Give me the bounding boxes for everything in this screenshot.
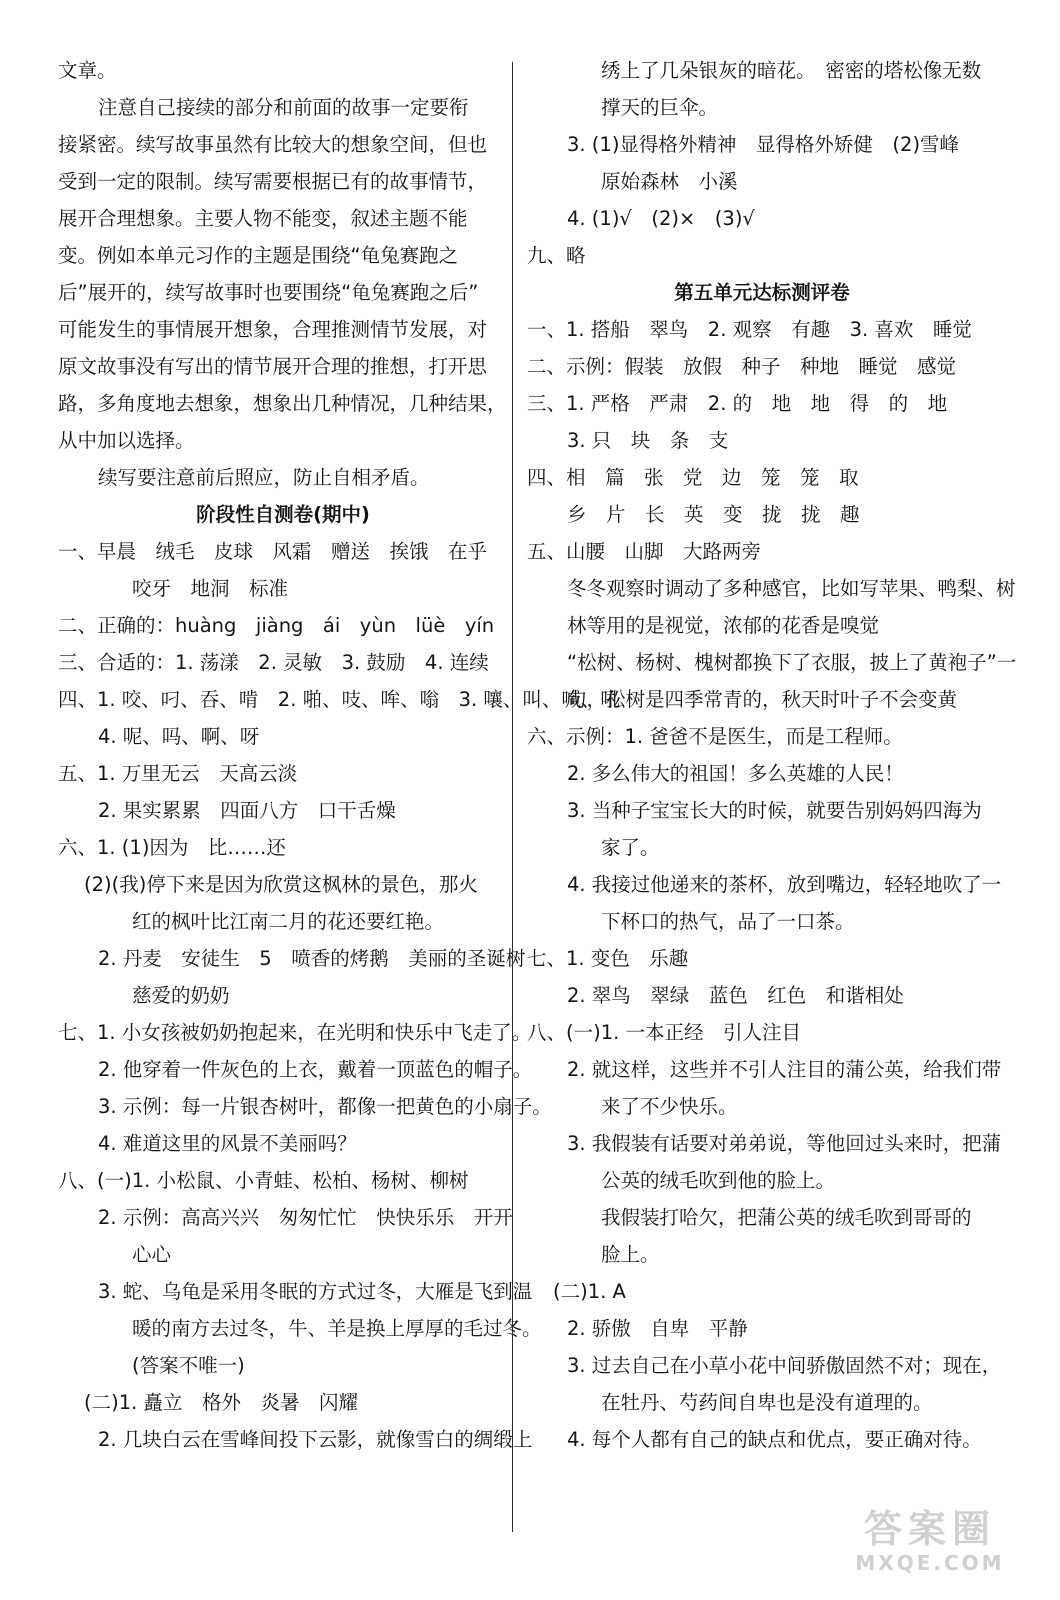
text-line: 三、1. 严格 严肃 2. 的 地 地 得 的 地: [527, 392, 948, 415]
text-line: 公英的绒毛吹到他的脸上。: [601, 1169, 836, 1192]
text-line: 4. 每个人都有自己的缺点和优点，要正确对待。: [567, 1428, 982, 1451]
text-line: 七、1. 变色 乐趣: [527, 947, 689, 970]
text-line: 四、1. 咬、叼、吞、啃 2. 啪、吱、哞、嗡 3. 嚷、叫、喊、吼: [58, 688, 620, 711]
text-line: 原始森林 小溪: [601, 170, 738, 193]
text-line: 2. 他穿着一件灰色的上衣，戴着一顶蓝色的帽子。: [98, 1058, 533, 1081]
text-line: 我假装打哈欠，把蒲公英的绒毛吹到哥哥的: [601, 1206, 972, 1229]
text-line: 文章。: [58, 59, 117, 82]
text-line: 续写要注意前后照应，防止自相矛盾。: [98, 466, 430, 489]
text-line: 4. 呢、吗、啊、呀: [98, 725, 260, 748]
text-line: 3. (1)显得格外精神 显得格外矫健 (2)雪峰: [567, 133, 960, 156]
text-line: 2. 骄傲 自卑 平静: [567, 1317, 748, 1340]
text-line: 句，松树是四季常青的，秋天时叶子不会变黄: [567, 688, 958, 711]
text-line: 乡 片 长 英 变 拢 拢 趣: [567, 503, 860, 526]
text-line: 红的枫叶比江南二月的花还要红艳。: [132, 910, 445, 933]
text-line: 4. (1)√ (2)× (3)√: [567, 207, 755, 230]
text-line: 后”展开的，续写故事时也要围绕“龟兔赛跑之后”: [58, 281, 479, 304]
section-title: 阶段性自测卷(期中): [196, 503, 370, 526]
site-watermark: [840, 1507, 1020, 1582]
column-divider: [512, 62, 513, 1532]
text-line: 七、1. 小女孩被奶奶抱起来，在光明和快乐中飞走了。: [58, 1021, 532, 1044]
text-line: “松树、杨树、槐树都换下了衣服，披上了黄袍子”一: [567, 651, 1017, 674]
text-line: 可能发生的事情展开想象，合理推测情节发展，对: [58, 318, 488, 341]
text-line: (二)1. 矗立 格外 炎暑 闪耀: [84, 1391, 359, 1414]
text-line: 3. 示例：每一片银杏树叶，都像一把黄色的小扇子。: [98, 1095, 552, 1118]
text-line: (2)(我)停下来是因为欣赏这枫林的景色，那火: [84, 873, 478, 896]
text-line: 三、合适的：1. 荡漾 2. 灵敏 3. 鼓励 4. 连续: [58, 651, 489, 674]
text-line: 来了不少快乐。: [601, 1095, 738, 1118]
text-line: 撑天的巨伞。: [601, 96, 719, 119]
text-line: 暖的南方去过冬，牛、羊是换上厚厚的毛过冬。: [132, 1317, 542, 1340]
text-line: 二、正确的：huàng jiàng ái yùn lüè yín: [58, 614, 495, 637]
text-line: 一、1. 搭船 翠鸟 2. 观察 有趣 3. 喜欢 睡觉: [527, 318, 972, 341]
text-line: 家了。: [601, 836, 660, 859]
text-line: 4. 难道这里的风景不美丽吗？: [98, 1132, 357, 1155]
text-line: 3. 当种子宝宝长大的时候，就要告别妈妈四海为: [567, 799, 982, 822]
section-title: 第五单元达标测评卷: [674, 281, 850, 304]
text-line: (答案不唯一): [132, 1354, 245, 1377]
text-line: 3. 过去自己在小草小花中间骄傲固然不对；现在，: [567, 1354, 1002, 1377]
text-line: 一、早晨 绒毛 皮球 风霜 赠送 挨饿 在乎: [58, 540, 488, 563]
text-line: (二)1. A: [553, 1280, 626, 1303]
text-line: 变。例如本单元习作的主题是围绕“龟兔赛跑之: [58, 244, 459, 267]
text-line: 五、1. 万里无云 天高云淡: [58, 762, 298, 785]
text-line: 2. 丹麦 安徒生 5 喷香的烤鹅 美丽的圣诞树: [98, 947, 526, 970]
text-line: 3. 蛇、乌龟是采用冬眠的方式过冬，大雁是飞到温: [98, 1280, 533, 1303]
text-line: 4. 我接过他递来的茶杯，放到嘴边，轻轻地吹了一: [567, 873, 1002, 896]
right-column: [527, 52, 1017, 1458]
text-line: 九、略: [527, 244, 586, 267]
text-line: 2. 翠鸟 翠绿 蓝色 红色 和谐相处: [567, 984, 904, 1007]
text-line: 在牡丹、芍药间自卑也是没有道理的。: [601, 1391, 933, 1414]
text-line: 从中加以选择。: [58, 429, 195, 452]
text-line: 冬冬观察时调动了多种感官，比如写苹果、鸭梨、树: [567, 577, 1016, 600]
text-line: 林等用的是视觉，浓郁的花香是嗅觉: [567, 614, 880, 637]
text-line: 四、相 篇 张 党 边 笼 笼 取: [527, 466, 859, 489]
text-line: 绣上了几朵银灰的暗花。 密密的塔松像无数: [601, 59, 982, 82]
text-line: 下杯口的热气，品了一口茶。: [601, 910, 855, 933]
text-line: 2. 就这样，这些并不引人注目的蒲公英，给我们带: [567, 1058, 1002, 1081]
text-line: 心心: [132, 1243, 172, 1266]
text-line: 原文故事没有写出的情节展开合理的推想，打开思: [58, 355, 488, 378]
text-line: 慈爱的奶奶: [132, 984, 230, 1007]
text-line: 五、山腰 山脚 大路两旁: [527, 540, 762, 563]
text-line: 脸上。: [601, 1243, 660, 1266]
text-line: 八、(一)1. 小松鼠、小青蛙、松柏、杨树、柳树: [58, 1169, 469, 1192]
watermark-domain: MXQE.COM: [855, 1551, 1005, 1575]
text-line: 2. 果实累累 四面八方 口干舌燥: [98, 799, 396, 822]
text-line: 二、示例：假装 放假 种子 种地 睡觉 感觉: [527, 355, 957, 378]
text-line: 受到一定的限制。续写需要根据已有的故事情节，: [58, 170, 488, 193]
text-line: 六、1. (1)因为 比……还: [58, 836, 286, 859]
text-line: 路，多角度地去想象，想象出几种情况，几种结果，: [58, 392, 507, 415]
watermark-logo-text: 答案圈: [863, 1507, 996, 1551]
text-line: 八、(一)1. 一本正经 引人注目: [527, 1021, 802, 1044]
text-line: 接紧密。续写故事虽然有比较大的想象空间，但也: [58, 133, 488, 156]
text-line: 3. 只 块 条 支: [567, 429, 729, 452]
text-line: 2. 几块白云在雪峰间投下云影，就像雪白的绸缎上: [98, 1428, 533, 1451]
text-line: 2. 示例：高高兴兴 匆匆忙忙 快快乐乐 开开: [98, 1206, 513, 1229]
text-line: 注意自己接续的部分和前面的故事一定要衔: [98, 96, 469, 119]
text-line: 咬牙 地洞 标准: [132, 577, 289, 600]
text-line: 六、示例：1. 爸爸不是医生，而是工程师。: [527, 725, 903, 748]
text-line: 3. 我假装有话要对弟弟说，等他回过头来时，把蒲: [567, 1132, 1002, 1155]
text-line: 2. 多么伟大的祖国！多么英雄的人民！: [567, 762, 904, 785]
text-line: 展开合理想象。主要人物不能变，叙述主题不能: [58, 207, 468, 230]
